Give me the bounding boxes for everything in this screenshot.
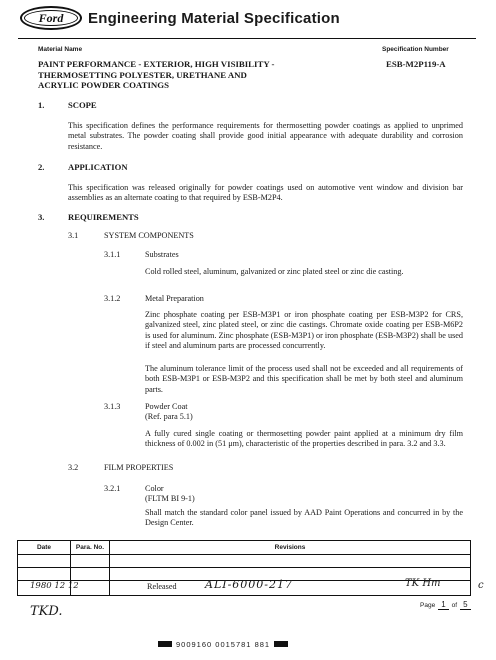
page-of-label: of <box>451 602 458 609</box>
material-name <box>38 59 338 91</box>
subsection-number: 3.1.1 <box>104 250 121 259</box>
ford-logo <box>20 6 82 30</box>
revision-text: Released <box>147 582 177 591</box>
margin-mark: c <box>478 580 484 591</box>
handwritten-initials: TKD. <box>30 604 63 619</box>
section-heading-requirements: REQUIREMENTS <box>68 212 139 222</box>
subsection-heading-film-properties: FILM PROPERTIES <box>104 463 174 472</box>
powder-coat-text: A fully cured single coating or thermosetting powder paint applied at a minimum dry film thickness of 0.002 in (51 μm), characteristic of the properties described in para. 3.2 and 3.3. <box>145 429 463 449</box>
barcode-block <box>158 641 172 647</box>
ford-logo-text: Ford <box>38 10 64 25</box>
scope-text: This specification defines the performance requirements for thermosetting powder coatings as applied to unprimed metal substrates. The powder coating shall provide good initial appearance with adequate durability and corrosion resistance. <box>68 121 463 151</box>
material-name-line: THERMOSETTING POLYESTER, URETHANE AND <box>38 69 247 80</box>
section-number: 3. <box>38 212 45 222</box>
section-heading-scope: SCOPE <box>68 100 97 110</box>
section-number: 2. <box>38 162 45 172</box>
barcode-text: 9009160 0015781 881 <box>176 639 271 649</box>
revisions-header-date: Date <box>18 541 71 555</box>
page-indicator <box>420 600 471 610</box>
page-label: Page <box>420 602 436 609</box>
subsection-number: 3.1 <box>68 231 79 240</box>
substrates-text: Cold rolled steel, aluminum, galvanized or zinc plated steel or zinc die casting. <box>145 267 404 276</box>
table-row <box>18 555 471 568</box>
page-number: 1 <box>438 600 448 610</box>
subsection-heading-system-components: SYSTEM COMPONENTS <box>104 231 194 240</box>
material-name-line: PAINT PERFORMANCE - EXTERIOR, HIGH VISIBILITY - <box>38 59 275 69</box>
spec-number: ESB-M2P119-A <box>386 59 446 69</box>
material-name-label: Material Name <box>38 46 83 53</box>
document-header-title: Engineering Material Specification <box>88 10 340 27</box>
header-rule <box>18 38 476 39</box>
revision-date: 1980 12 12 <box>30 581 79 591</box>
section-number: 1. <box>38 100 45 110</box>
material-name-line: ACRYLIC POWDER COATINGS <box>38 80 170 90</box>
spec-number-label: Specification Number <box>382 46 449 53</box>
revision-initials: TK Hm <box>405 578 441 589</box>
metal-preparation-text-1: Zinc phosphate coating per ESB-M3P1 or iron phosphate coating per ESB-M3P2 for CRS, galvanized steel, zinc plated steel, or zinc die castings. Chromate oxide coating per ESB-M6P2 is used for aluminum. Zinc phosphate (ESB-M3P1) or iron phosphate (ESB-M3P2) shall be used if steel and aluminum parts are processed concurrently. <box>145 310 463 351</box>
powder-coat-reference: (Ref. para 5.1) <box>145 412 193 421</box>
metal-preparation-text-2: The aluminum tolerance limit of the process used shall not be exceeded and all requirements of both ESB-M3P1 or ESB-M3P2 and this specification shall be met by both steel and aluminum parts. <box>145 364 463 394</box>
color-text: Shall match the standard color panel issued by AAD Paint Operations and concurred in by the Design Center. <box>145 508 463 528</box>
subsection-number: 3.2 <box>68 463 79 472</box>
page-total: 5 <box>460 600 470 610</box>
section-heading-application: APPLICATION <box>68 162 128 172</box>
barcode-block <box>274 641 288 647</box>
revisions-header-revisions: Revisions <box>110 541 471 555</box>
subsection-number: 3.2.1 <box>104 484 121 493</box>
revisions-header-para: Para. No. <box>71 541 110 555</box>
subsection-heading-metal-preparation: Metal Preparation <box>145 294 204 303</box>
application-text: This specification was released originally for powder coatings used on automotive vent window and division bar assemblies as an alternate coating to that required by ESB-M2P4. <box>68 183 463 203</box>
color-reference: (FLTM BI 9-1) <box>145 494 195 503</box>
subsection-heading-powder-coat: Powder Coat <box>145 402 188 411</box>
revisions-header-row <box>18 541 471 555</box>
revision-handwritten-reference: ALI-6000-217 <box>205 578 294 591</box>
subsection-heading-substrates: Substrates <box>145 250 179 259</box>
subsection-number: 3.1.2 <box>104 294 121 303</box>
subsection-heading-color: Color <box>145 484 164 493</box>
subsection-number: 3.1.3 <box>104 402 121 411</box>
barcode <box>158 640 338 648</box>
